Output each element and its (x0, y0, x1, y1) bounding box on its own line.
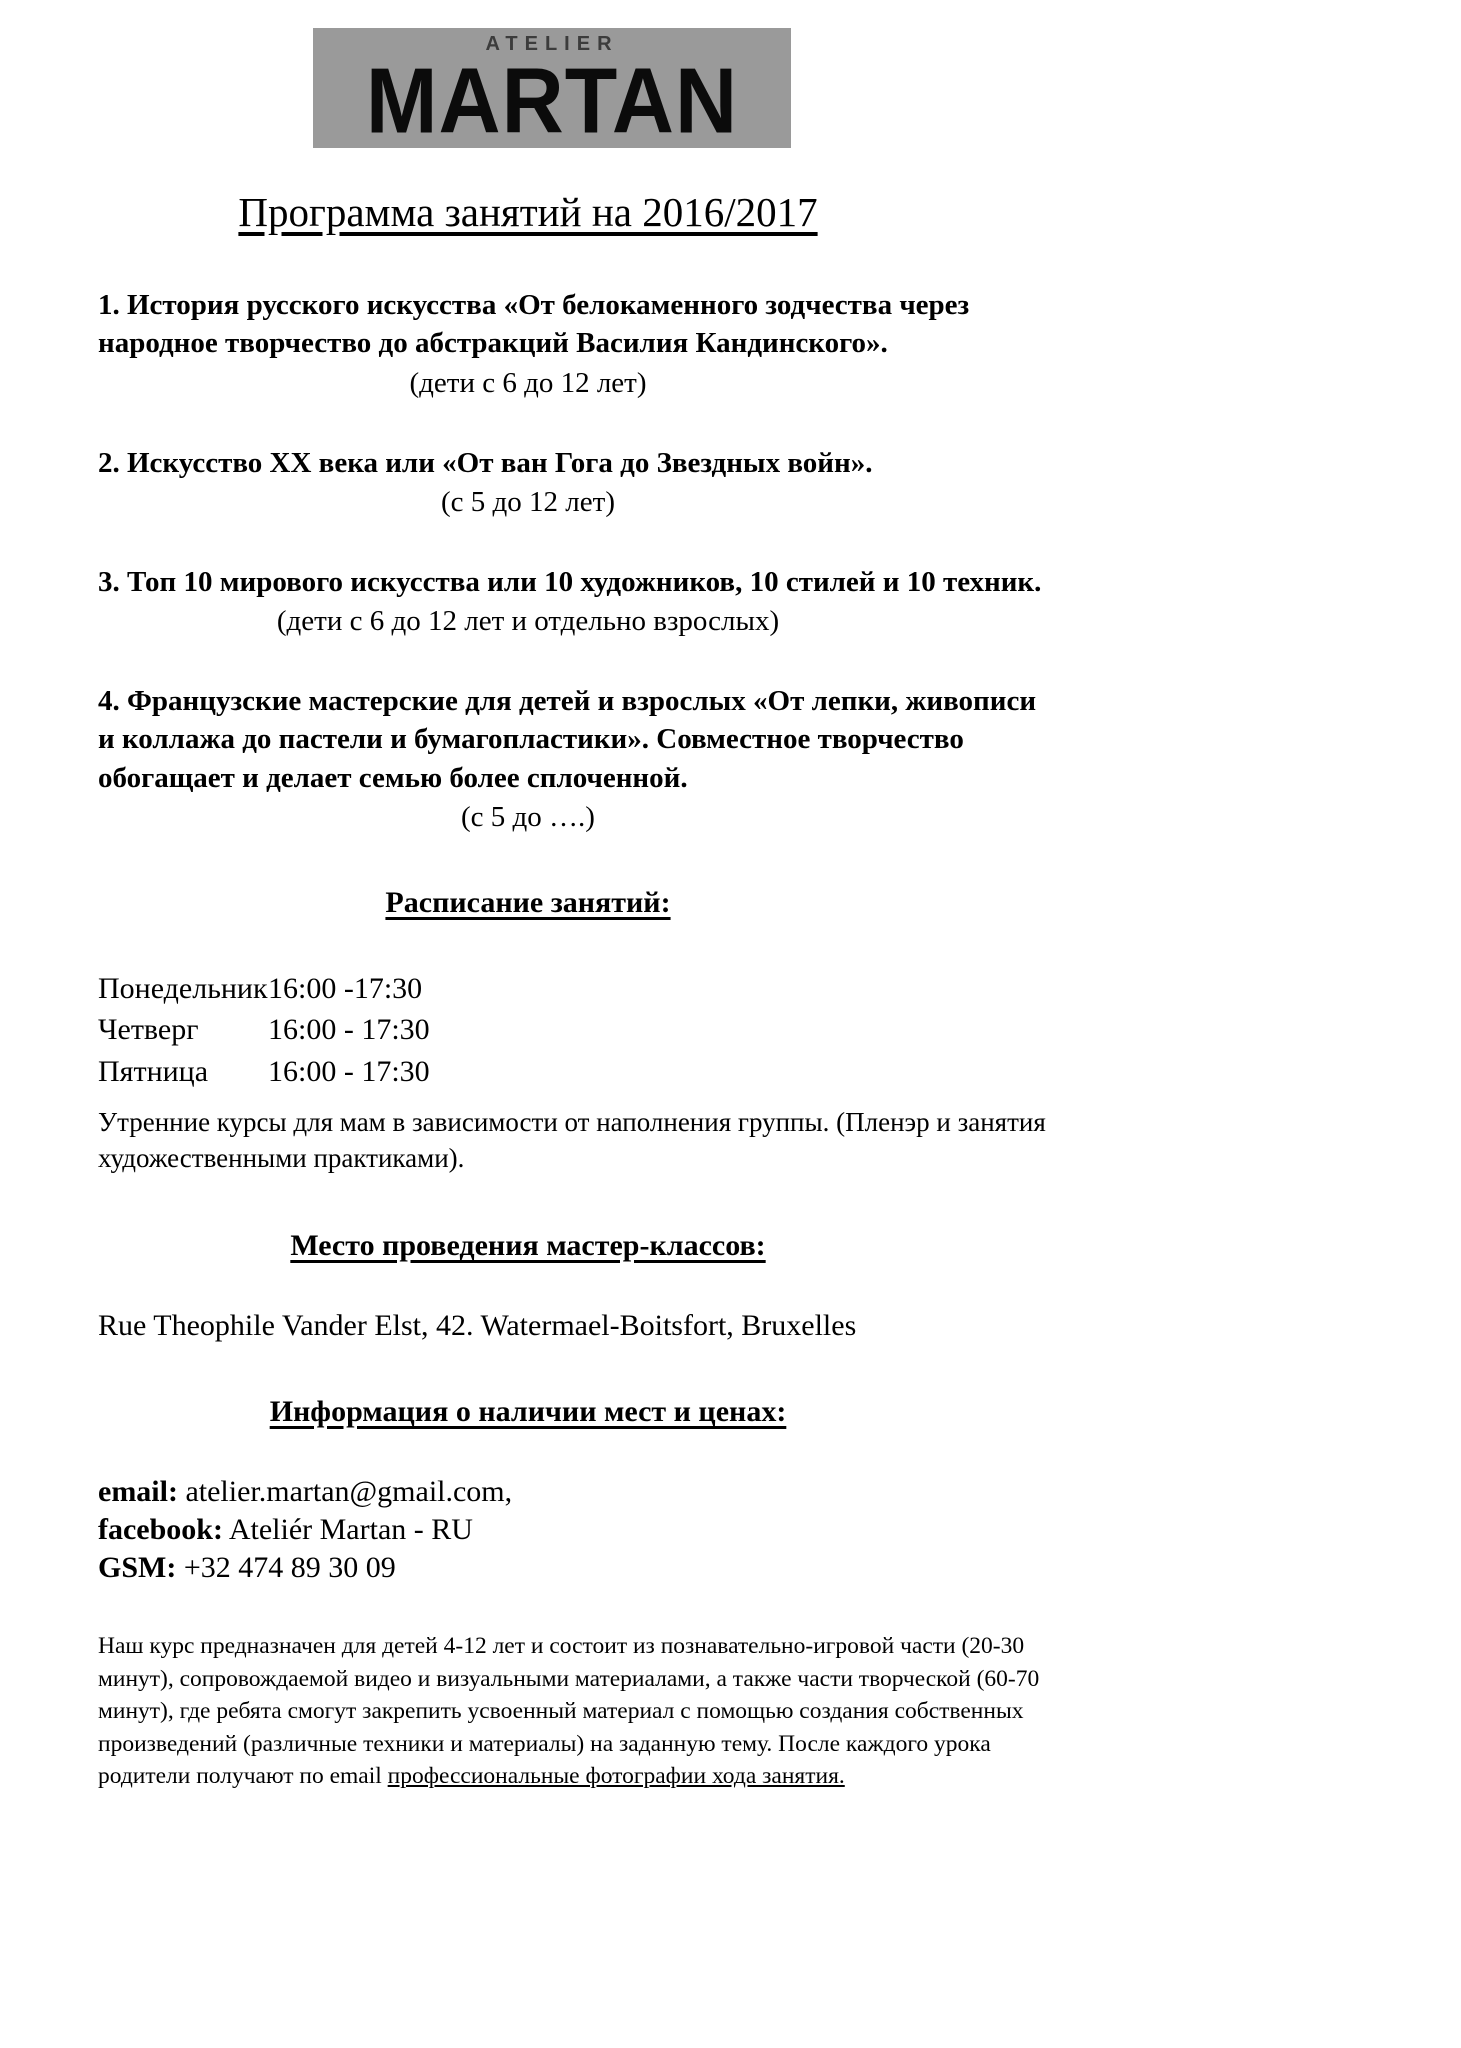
morning-courses-note: Утренние курсы для мам в зависимости от наполнения группы. (Пленэр и занятия художественными практиками). (98, 1107, 1046, 1174)
contact-list (98, 1473, 1391, 1586)
program-age-note: (с 5 до 12 лет) (441, 485, 615, 518)
document-content (0, 188, 1461, 1792)
course-description-text: Наш курс предназначен для детей 4-12 лет и состоит из познавательно-игровой части (20-30 минут), сопровождаемой видео и визуальными материалами, а также части творческой (60-70 минут), где ребята смогут закрепить усвоенный материал с помощью создания собственных произведений (различные техники и материалы) на заданную тему. После каждого урока родители получают по email (98, 1633, 1040, 1789)
schedule-time: 16:00 -17:30 (268, 971, 423, 1005)
schedule-table (98, 968, 1391, 1092)
address-line: Rue Theophile Vander Elst, 42. Watermael-Boitsfort, Bruxelles (98, 1308, 857, 1342)
schedule-day: Пятница (98, 1054, 209, 1088)
program-item-1 (98, 286, 1391, 400)
schedule-time: 16:00 - 17:30 (268, 1054, 430, 1088)
program-item-3 (98, 563, 1391, 638)
contact-value: atelier.martan@gmail.com, (185, 1474, 513, 1508)
contact-label: facebook: (98, 1512, 223, 1546)
program-list (98, 286, 1391, 834)
program-text: 2. Искусство XX века или «От ван Гога до Звездных войн». (98, 446, 873, 479)
logo-martan-text: MARTAN (365, 49, 739, 148)
schedule-row (98, 1009, 1391, 1050)
contact-facebook (98, 1511, 1391, 1549)
page-title: Программа занятий на 2016/2017 (238, 189, 818, 235)
contact-gsm (98, 1549, 1391, 1587)
location-heading: Место проведения мастер-классов: (290, 1228, 766, 1262)
contact-value: Ateliér Martan - RU (228, 1512, 473, 1546)
contact-value: +32 474 89 30 09 (183, 1550, 396, 1584)
contact-label: GSM: (98, 1550, 177, 1584)
schedule-row (98, 1051, 1391, 1092)
course-description-underlined: профессиональные фотографии хода занятия. (387, 1762, 845, 1789)
course-description (98, 1630, 1048, 1792)
program-item-2 (98, 444, 1391, 519)
logo-atelier-text: ATELIER (485, 33, 619, 55)
program-text: 3. Топ 10 мирового искусства или 10 художников, 10 стилей и 10 техник. (98, 565, 1042, 598)
schedule-day: Понедельник (98, 971, 268, 1005)
program-age-note: (с 5 до ….) (461, 800, 595, 833)
schedule-heading: Расписание занятий: (385, 885, 671, 919)
contact-label: email: (98, 1474, 178, 1508)
program-text: 4. Французские мастерские для детей и взрослых «От лепки, живописи и коллажа до пастели и бумагопластики». Совместное творчество обогащает и делает семью более сплоченной. (98, 685, 1037, 794)
atelier-martan-logo (313, 28, 791, 148)
info-heading: Информация о наличии мест и ценах: (269, 1394, 787, 1428)
schedule-time: 16:00 - 17:30 (268, 1013, 430, 1047)
program-age-note: (дети с 6 до 12 лет и отдельно взрослых) (276, 605, 780, 638)
schedule-day: Четверг (98, 1013, 199, 1047)
program-text: 1. История русского искусства «От белокаменного зодчества через народное творчество до абстракций Василия Кандинского». (98, 289, 970, 360)
schedule-row (98, 968, 1391, 1009)
program-age-note: (дети с 6 до 12 лет) (409, 366, 647, 399)
program-item-4 (98, 682, 1391, 834)
contact-email (98, 1473, 1391, 1511)
